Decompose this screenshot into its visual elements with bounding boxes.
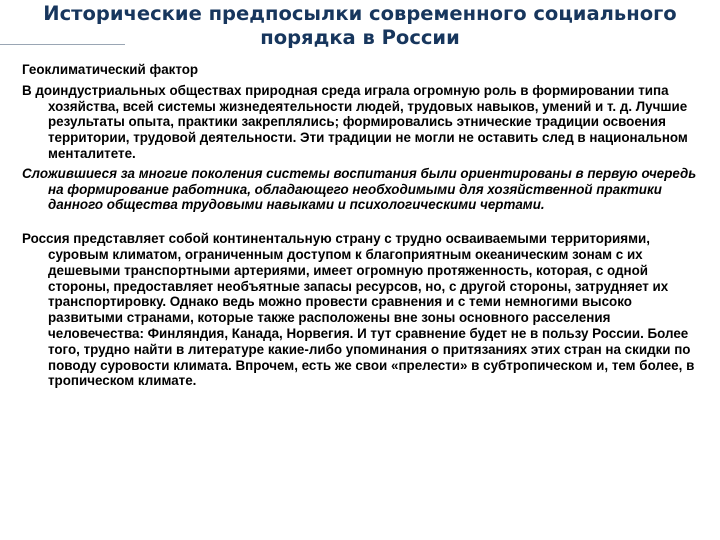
paragraph-spacer — [22, 217, 702, 231]
section-heading: Геоклиматический фактор — [22, 62, 199, 77]
slide-title: Исторические предпосылки современного социального порядка в России — [43, 2, 677, 49]
paragraph-russia: Россия представляет собой континентальную страну с трудно осваиваемыми территориями, суровым климатом, ограниченным доступом к благоприятным океаническим зонам с их дешевыми транспортными артериями, имеет огромную протяженность, которая, с одной стороны, предоставляет необъятные запасы ресурсов, но, с другой стороны, затрудняет их транспортировку. Однако ведь можно провести сравнения и с теми немногими высоко развитыми странами, которые также расположены вне зоны основного расселения человечества: Финляндия, Канада, Норвегия. И тут сравнение будет не в пользу России. Более того, трудно найти в литературе какие-либо упоминания о притязаниях этих стран на скидки по поводу суровости климата. Впрочем, есть же свои «прелести» в субтропическом и, тем более, в тропическом климате. — [22, 231, 695, 389]
paragraph-preindustrial: В доиндустриальных обществах природная среда играла огромную роль в формировании типа хозяйства, всей системы жизнедеятельности людей, трудовых навыков, умений и т. д. Лучшие результаты опыта, практики закреплялись; формировались этнические традиции освоения территории, трудовой деятельности. Эти традиции не могли не оставить след в национальном менталитете. — [22, 82, 688, 161]
paragraph-education: Сложившиеся за многие поколения системы воспитания были ориентированы в первую очередь на формирование работника, обладающего необходимыми для хозяйственной практики данного общества трудовыми навыками и психологическими чертами. — [22, 165, 697, 213]
slide-body — [22, 62, 702, 393]
title-divider — [0, 44, 125, 45]
